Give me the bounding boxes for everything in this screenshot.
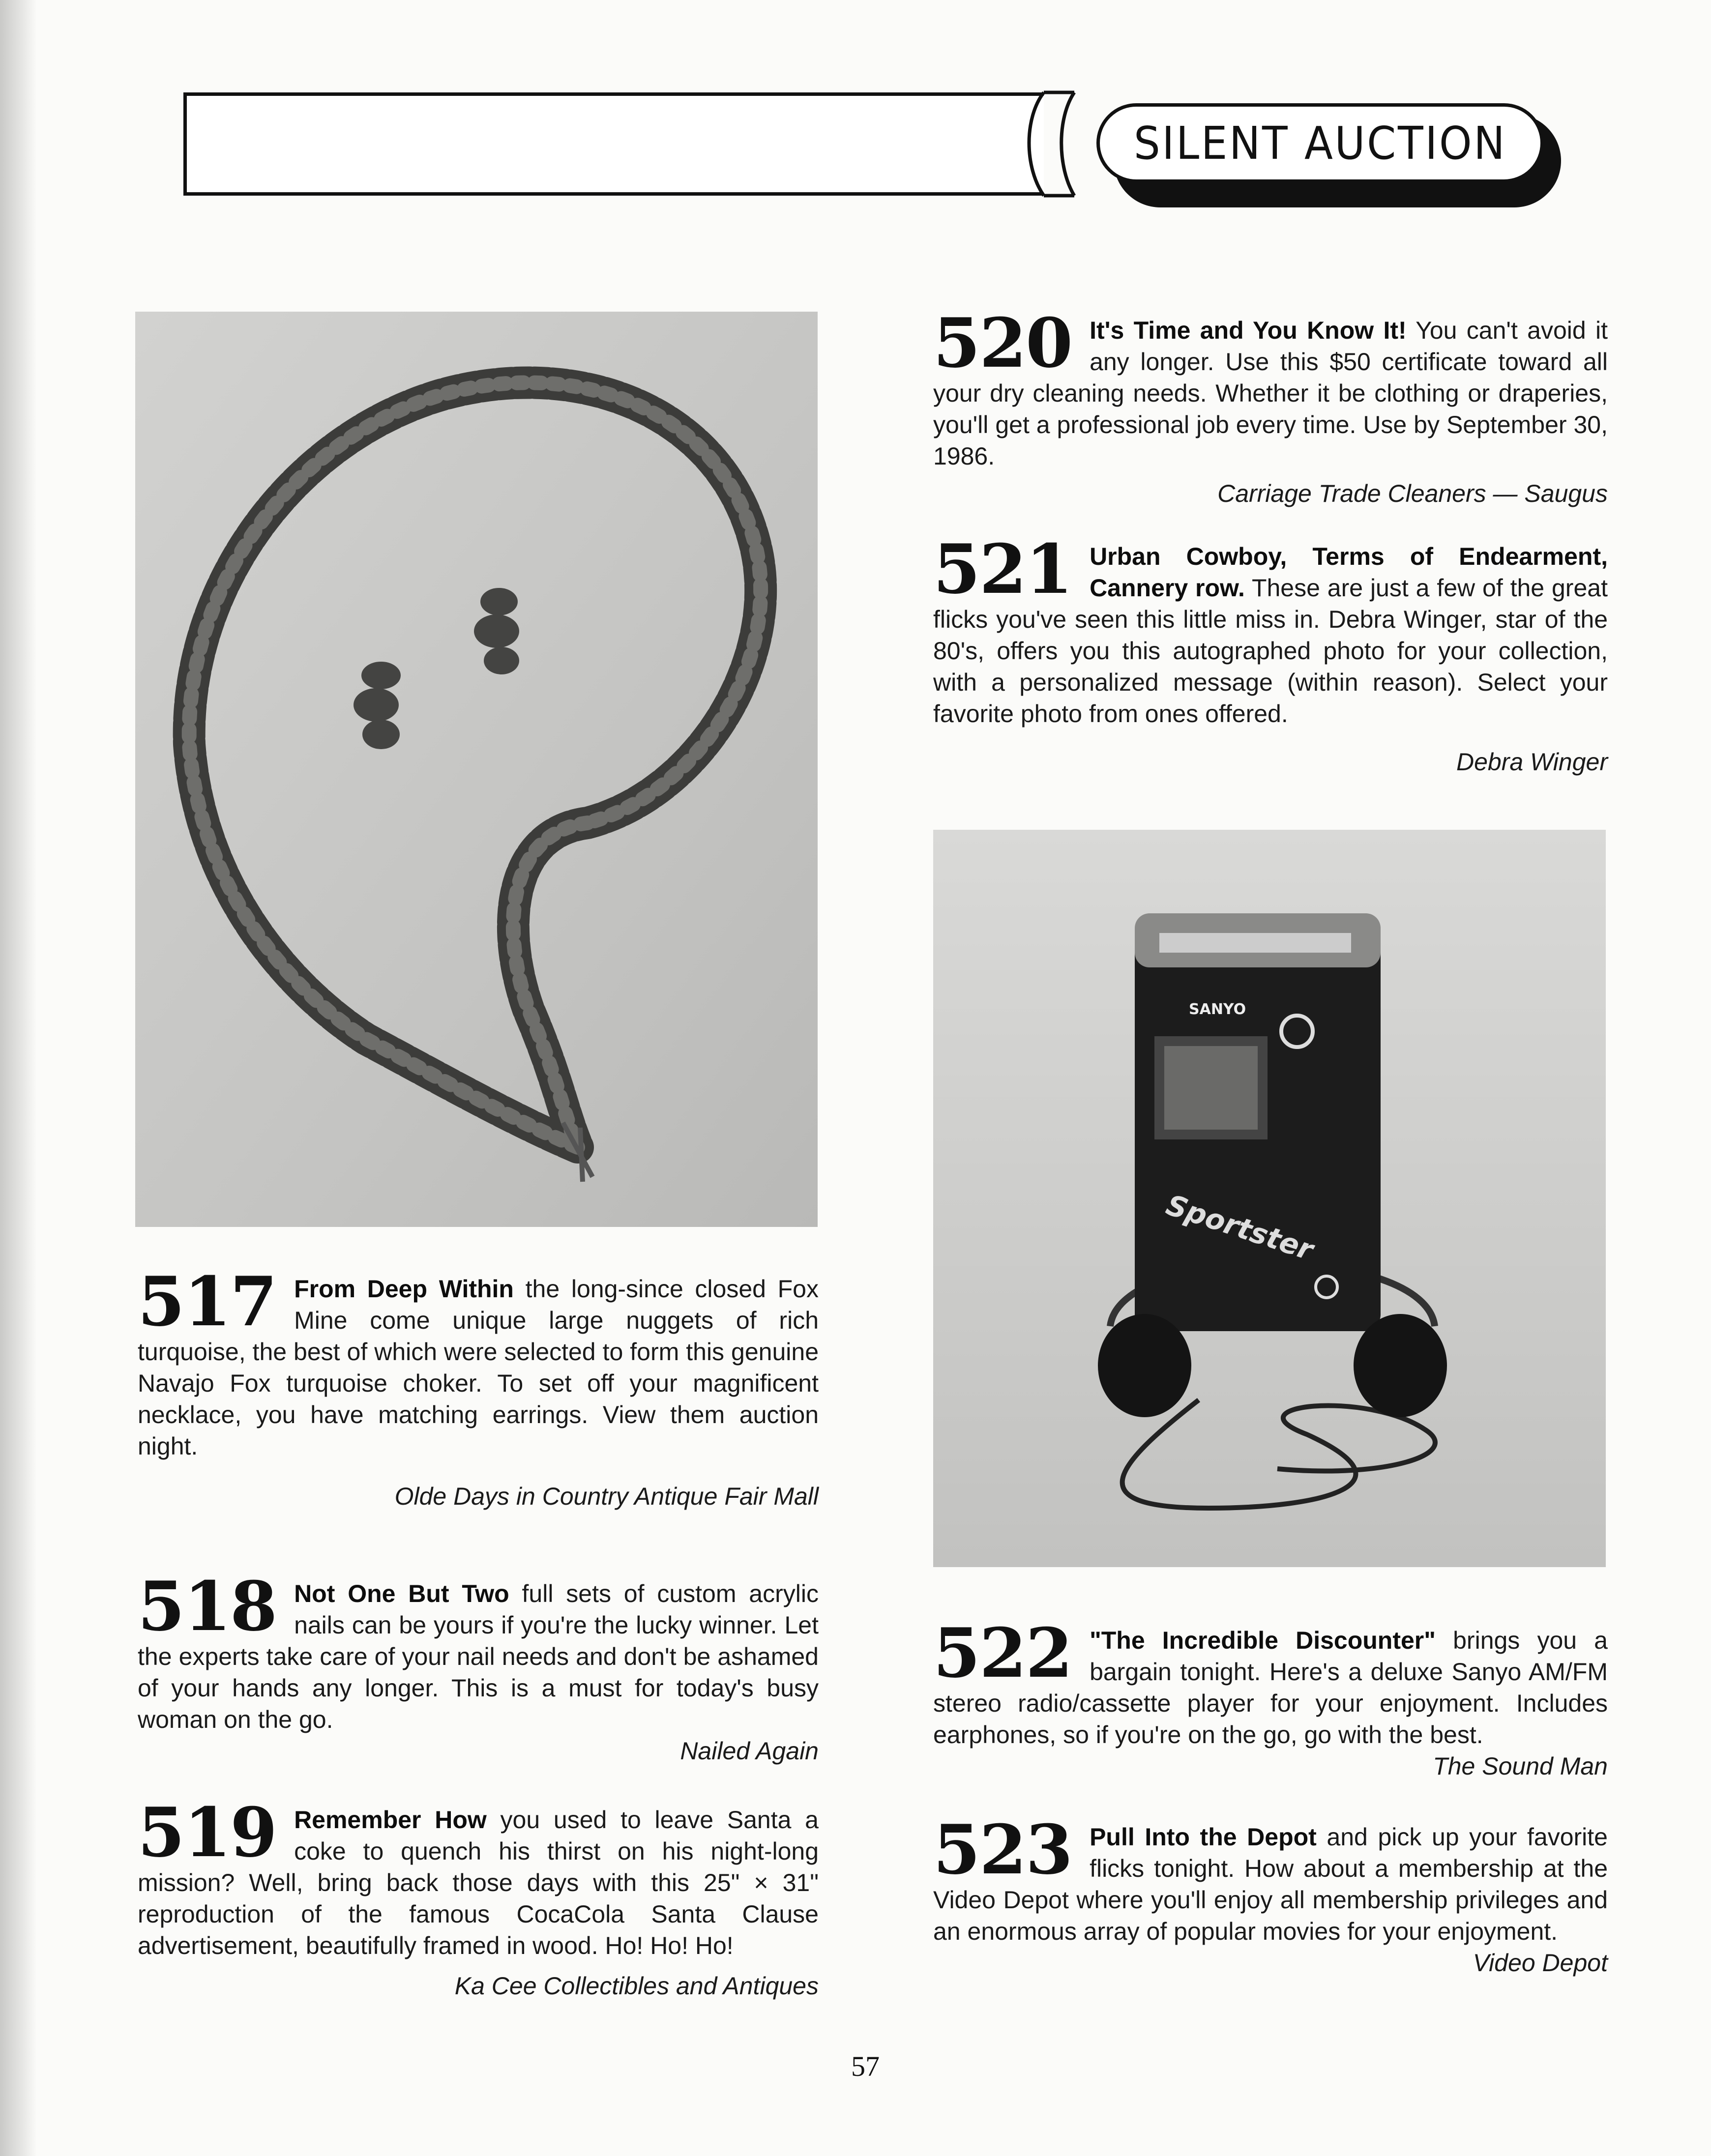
listing-donor: Video Depot <box>1473 1949 1608 1977</box>
listing-headline: Not One But Two <box>294 1580 509 1607</box>
listing-517 <box>138 1261 819 1512</box>
listing-body: brings you a bargain tonight. Here's a deluxe Sanyo AM/FM stereo radio/cassette player for your enjoyment. Includes earphones, so if you're on the go, go with the best. <box>933 1627 1608 1748</box>
binding-spine-shadow <box>0 0 37 2156</box>
listing-donor: The Sound Man <box>1433 1752 1608 1780</box>
listing-body: the long-since closed Fox Mine come unique large nuggets of rich turquoise, the best of which were selected to form this genuine Navajo Fox turquoise choker. To set off your magnificent necklace, you have matching earrings. View them auction night. <box>138 1275 819 1460</box>
section-title-pill <box>1096 103 1544 183</box>
turquoise-choker-necklace-icon <box>135 312 818 1227</box>
listing-body: and pick up your favorite flicks tonight. How about a membership at the Video Depot where you'll enjoy all membership privileges and an enormous array of popular movies for your enjoyment. <box>933 1823 1608 1945</box>
lot-number: 518 <box>138 1566 277 1646</box>
banner-scroll-curl <box>1020 88 1079 200</box>
lot-number: 517 <box>138 1261 277 1341</box>
listing-donor: Carriage Trade Cleaners — Saugus <box>1217 480 1608 507</box>
listing-523 <box>933 1809 1608 1979</box>
necklace-photo <box>135 312 818 1227</box>
cassette-player-photo <box>933 830 1606 1567</box>
listing-518 <box>138 1566 819 1767</box>
lot-number: 521 <box>933 529 1072 609</box>
lot-number: 519 <box>138 1792 277 1872</box>
listing-520 <box>933 303 1608 509</box>
listing-519 <box>138 1792 819 2002</box>
lot-number: 523 <box>933 1809 1072 1890</box>
section-title: SILENT AUCTION <box>1133 117 1507 170</box>
listing-body: You can't avoid it any longer. Use this $50 certificate toward all your dry cleaning needs. Whether it be clothing or draperies, you'll get a professional job every time. Use by September 30, 1986. <box>933 317 1608 470</box>
listing-headline: From Deep Within <box>294 1275 514 1303</box>
lot-number: 520 <box>933 303 1072 383</box>
listing-donor: Ka Cee Collectibles and Antiques <box>454 1972 819 2000</box>
listing-donor: Olde Days in Country Antique Fair Mall <box>394 1483 819 1510</box>
listing-headline: It's Time and You Know It! <box>1090 317 1407 344</box>
header-banner-box <box>183 92 1044 196</box>
listing-522 <box>933 1613 1608 1782</box>
listing-body: full sets of custom acrylic nails can be yours if you're the lucky winner. Let the experts take care of your nail needs and don't be ashamed of your hands any longer. This is a must for today's busy woman on the go. <box>138 1580 819 1733</box>
listing-body: you used to leave Santa a coke to quench his thirst on his night-long mission? Well, bring back those days with this 25" × 31" reproduction of the famous CocaCola Santa Clause advertisement, beautifully framed in wood. Ho! Ho! Ho! <box>138 1806 819 1959</box>
brand-label: SANYO <box>1189 1001 1246 1018</box>
listing-521 <box>933 529 1608 778</box>
listing-headline: Remember How <box>294 1806 487 1834</box>
model-label: Sportster <box>1162 1188 1318 1267</box>
listing-donor: Debra Winger <box>1456 748 1608 776</box>
listing-headline: "The Incredible Discounter" <box>1090 1627 1436 1654</box>
listing-body: These are just a few of the great flicks you've seen this little miss in. Debra Winger, star of the 80's, offers you this autographed photo for your collection, with a personalized message (within reason). Select your favorite photo from ones offered. <box>933 574 1608 728</box>
listing-headline: Pull Into the Depot <box>1090 1823 1317 1851</box>
cassette-player-icon <box>933 830 1606 1567</box>
listing-headline: Urban Cowboy, Terms of Endearment, Cannery row. <box>1090 543 1608 602</box>
lot-number: 522 <box>933 1613 1072 1693</box>
listing-donor: Nailed Again <box>680 1737 819 1765</box>
page-number: 57 <box>851 2050 880 2082</box>
